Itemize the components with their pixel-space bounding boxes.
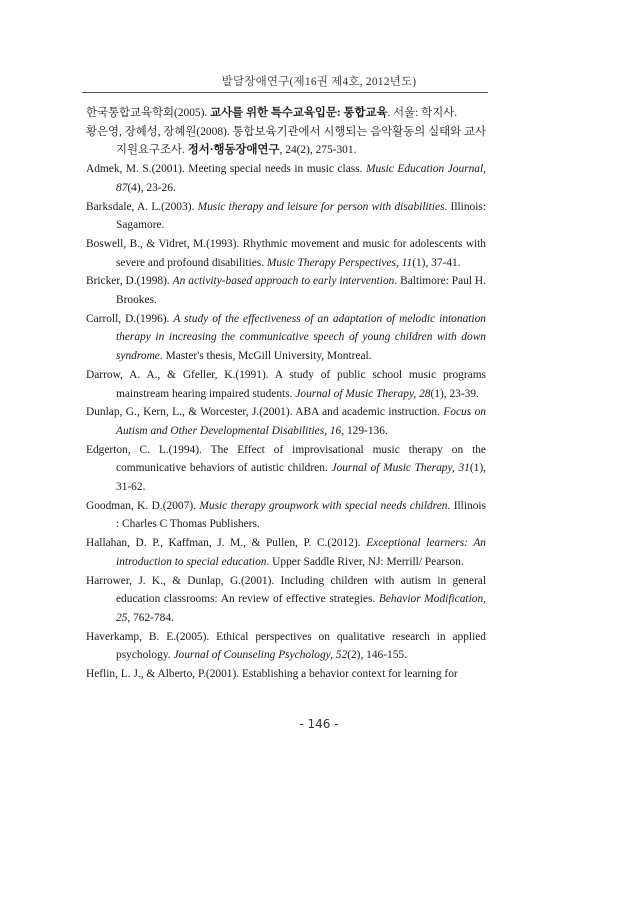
reference-text: (2), 146-155. xyxy=(347,649,407,662)
reference-title-italic: Music therapy and leisure for person with disabilities xyxy=(197,200,445,213)
reference-text: , 129-136. xyxy=(341,424,388,437)
reference-title-bold: 교사를 위한 특수교육입문: 통합교육 xyxy=(210,107,388,119)
reference-text: Edgerton, C. L.(1994). The Effect of improvisational music therapy on the communicative behaviors of autistic children. xyxy=(86,443,486,475)
reference-text: Heflin, L. J., & Alberto, P.(2001). Establishing a behavior context for learning for xyxy=(86,668,458,681)
reference-text: , 24(2), 275-301. xyxy=(279,144,357,157)
reference-title-italic: Behavior Modification, 25 xyxy=(116,593,486,624)
reference-text: . 서울: 학지사. xyxy=(387,107,458,119)
reference-entry xyxy=(86,272,486,309)
reference-text: (1), 31-62. xyxy=(116,462,486,494)
reference-text: Dunlap, G., Kern, L., & Worcester, J.(2001). ABA and academic instruction. xyxy=(86,406,444,419)
reference-text: . Master's thesis, McGill University, Montreal. xyxy=(159,350,372,363)
reference-text: (4), 23-26. xyxy=(127,181,176,194)
reference-entry xyxy=(86,366,486,403)
reference-title-italic: Exceptional learners: An introduction to special education xyxy=(116,537,486,568)
page-number: - 146 - xyxy=(299,717,339,731)
reference-title-italic: An activity-based approach to early intervention xyxy=(172,275,395,288)
reference-text: 황은영, 장혜성, 장혜원(2008). 통합보육기관에서 시행되는 음악활동의 실태와 교사지원요구조사. xyxy=(86,125,486,157)
header-rule xyxy=(82,92,488,93)
reference-entry xyxy=(86,235,486,272)
running-header: 발달장애연구(제16권 제4호, 2012년도) xyxy=(221,76,417,88)
reference-entry xyxy=(86,104,486,123)
reference-text: Goodman, K. D.(2007). xyxy=(86,499,200,512)
reference-text: . Illinois: Sagamore. xyxy=(116,200,486,232)
reference-text: Barksdale, A. L.(2003). xyxy=(86,200,198,213)
reference-entry xyxy=(86,403,486,440)
reference-text: Darrow, A. A., & Gfeller, K.(1991). A study of public school music programs mainstream hearing impaired students. xyxy=(86,368,486,400)
reference-list xyxy=(86,104,486,684)
reference-title-italic: Music Therapy Perspectives, 11 xyxy=(266,256,413,269)
reference-title-italic: Journal of Music Therapy, 31 xyxy=(331,462,470,475)
reference-title-italic: Journal of Music Therapy, 28 xyxy=(295,387,431,400)
reference-entry xyxy=(86,497,486,534)
reference-text: Hallahan, D. P., Kaffman, J. M., & Pullen, P. C.(2012). xyxy=(86,537,367,550)
reference-text: . Upper Saddle River, NJ: Merrill/ Pearson. xyxy=(266,555,464,568)
reference-text: . Baltimore: Paul H. Brookes. xyxy=(116,275,487,307)
reference-text: 한국통합교육학회(2005). xyxy=(86,107,211,119)
reference-title-italic: Focus on Autism and Other Developmental Disabilities, 16 xyxy=(116,406,486,437)
reference-title-italic: A study of the effectiveness of an adaptation of melodic intonation therapy in increasing the communicative speech of young children with down syndrome xyxy=(116,312,486,363)
reference-text: (1), 23-39. xyxy=(430,387,479,400)
reference-text: Bricker, D.(1998). xyxy=(86,275,173,288)
reference-entry xyxy=(86,665,486,684)
reference-text: Boswell, B., & Vidret, M.(1993). Rhythmic movement and music for adolescents with severe and profound disabilities. xyxy=(86,237,486,269)
reference-title-italic: Music therapy groupwork with special needs children xyxy=(199,499,448,512)
reference-entry xyxy=(86,534,486,571)
reference-title-bold: 정서·행동장애연구 xyxy=(187,144,280,157)
reference-text: , 762-784. xyxy=(127,611,174,624)
reference-title-italic: Journal of Counseling Psychology, 52 xyxy=(173,649,348,662)
reference-entry xyxy=(86,123,486,160)
reference-entry xyxy=(86,310,486,366)
reference-text: (1), 37-41. xyxy=(412,256,461,269)
reference-text: . Illinois : Charles C Thomas Publishers. xyxy=(116,499,486,531)
reference-text: Carroll, D.(1996). xyxy=(86,312,174,325)
reference-entry xyxy=(86,160,486,197)
reference-title-italic: Music Education Journal, 87 xyxy=(116,163,486,194)
reference-text: Haverkamp, B. E.(2005). Ethical perspectives on qualitative research in applied psychology. xyxy=(86,630,486,662)
reference-entry xyxy=(86,572,486,628)
reference-text: Admek, M. S.(2001). Meeting special needs in music class. xyxy=(86,163,367,176)
reference-text: Harrower, J. K., & Dunlap, G.(2001). Including children with autism in general education classrooms: An review of effective strategies. xyxy=(86,574,486,606)
reference-entry xyxy=(86,441,486,497)
reference-entry xyxy=(86,628,486,665)
reference-entry xyxy=(86,198,486,235)
